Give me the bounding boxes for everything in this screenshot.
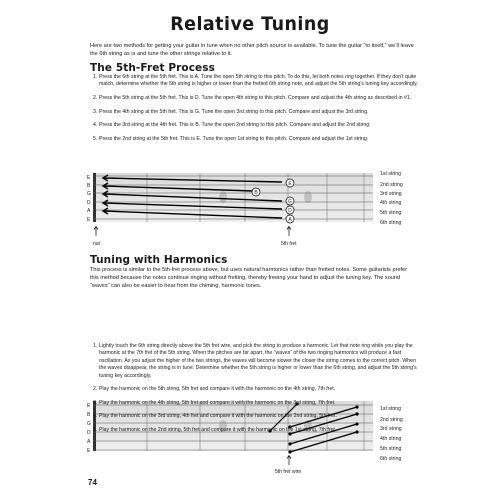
step-item: 5. Play the harmonic on the 2nd string, 5th fret and compare it with the harmonic on the 1st string, 7th fret.: [93, 427, 337, 433]
step-item: 4. Play the harmonic on the 3rd string, 4th fret and compare it with the harmonic on the 2nd string, 5th fret.: [93, 413, 337, 420]
note-circle-d-label: D: [288, 208, 292, 214]
string-label-1: 1st string: [380, 171, 402, 177]
string-label-1: 1st string: [380, 406, 402, 412]
string-label-4: 4th string: [380, 436, 402, 442]
string-label-2: 2nd string: [380, 182, 403, 188]
string-letter-5: A: [87, 208, 91, 214]
page-number: 74: [88, 478, 97, 487]
string-letter-4: D: [87, 430, 91, 436]
string-letter-5: A: [87, 439, 91, 445]
step-item: 2. Play the harmonic on the 5th string, 5th fret and compare it with the harmonic on the 4th string, 7th fret.: [93, 386, 336, 393]
section-heading-harmonics: Tuning with Harmonics: [90, 254, 228, 266]
nut: [93, 173, 96, 222]
page-title: Relative Tuning: [170, 13, 330, 35]
string-label-5: 5th string: [380, 446, 402, 452]
string-letter-3: G: [87, 191, 91, 197]
string-letter-4: D: [87, 200, 91, 206]
step-item: 1. Lightly touch the 6th string directly above the 5th fret wire, and pick the string to produce a harmonic. Let that note ring while you play the harmonic at the 7th fret of the 5th string. When the pitches are far apart, the “waves” of the two ringing harmonics will produce a fast oscillation. As you adjust the higher of the two strings, the waves will become slower the closer the string comes to the correct pitch. When the waves disappear, the string is in tune. Determine whether the 5th string is higher or lower than the 6th string, and adjust the 5th string’s tuning key accordingly.: [93, 343, 417, 379]
fret-label: 5th fret: [281, 241, 297, 247]
string-label-2: 2nd string: [380, 417, 403, 423]
string-label-3: 3rd string: [380, 191, 402, 197]
steps-list-harmonics: [90, 343, 420, 441]
string-label-6: 6th string: [380, 456, 402, 462]
string-letter-1: E: [87, 175, 91, 181]
pointer-arrows: [94, 227, 291, 237]
step-item: 2. Press the 5th string at the 5th fret. This is D. Tune the open 4th string to this pitch. Compare and adjust the 4th string as described in #1.: [93, 95, 412, 101]
pointer-arrows: [287, 456, 291, 466]
string-letter-2: B: [87, 183, 91, 189]
fret-wire-label: 5th fret wire: [275, 469, 302, 475]
string-label-4: 4th string: [380, 200, 402, 206]
note-circle-b-label: B: [254, 190, 258, 196]
harmonics-intro-paragraph: This process is similar to the 5th-fret process above, but uses natural harmonics rather than fretted notes. Some guitarists prefer this method because the notes continue ringing without fretting, thereby freeing your hand to adjust the tuning key. The sound “waves” can also be easier to hear from the chiming, harmonic tones.: [90, 267, 408, 290]
string-label-5: 5th string: [380, 210, 402, 216]
step-item: 1. Press the 6th string at the 5th fret. This is A. Tune the open 5th string to this pitch. To do this, let both notes ring together. If they don’t quite match, determine whether the 5th string is higher or lower than the fretted 6th string note, and adjust the 5th string’s tuning key accordingly.: [93, 74, 418, 88]
string-letter-6: E: [87, 217, 91, 223]
intro-paragraph: Here are two methods for getting your guitar in tune when no other pitch source is available. To tune the guitar “to itself,” we’ll leave the 6th string as is and tune the other strings relative to it.: [90, 43, 414, 58]
string-label-3: 3rd string: [380, 426, 402, 432]
fretboard-diagram-5th-fret: [87, 171, 403, 247]
string-label-6: 6th string: [380, 220, 402, 226]
nut-label: nut: [93, 241, 100, 247]
step-item: 4. Press the 3rd string at the 4th fret. This is B. Tune the open 2nd string to this pitch. Compare and adjust the 2nd string.: [93, 122, 371, 129]
note-circle-e-label: E: [288, 181, 292, 187]
string-letter-2: B: [87, 412, 91, 418]
string-letter-3: G: [87, 421, 91, 427]
note-circle-g-label: G: [288, 199, 292, 205]
step-item: 3. Play the harmonic on the 4th string, 5th fret and compare it with the harmonic on the 3rd string, 7th fret.: [93, 399, 336, 406]
string-letter-6: E: [87, 448, 91, 454]
note-circle-a-label: A: [288, 217, 292, 223]
section-heading-5th-fret: The 5th-Fret Process: [90, 62, 215, 74]
string-letter-1: E: [87, 403, 91, 409]
step-item: 3. Press the 4th string at the 5th fret. This is G. Tune the open 3rd string to this pitch. Compare and adjust the 3rd string.: [93, 108, 369, 115]
step-item: 5. Press the 2nd string at the 5th fret. This is E. Tune the open 1st string to this pitch. Compare and adjust the 1st string.: [93, 135, 369, 142]
